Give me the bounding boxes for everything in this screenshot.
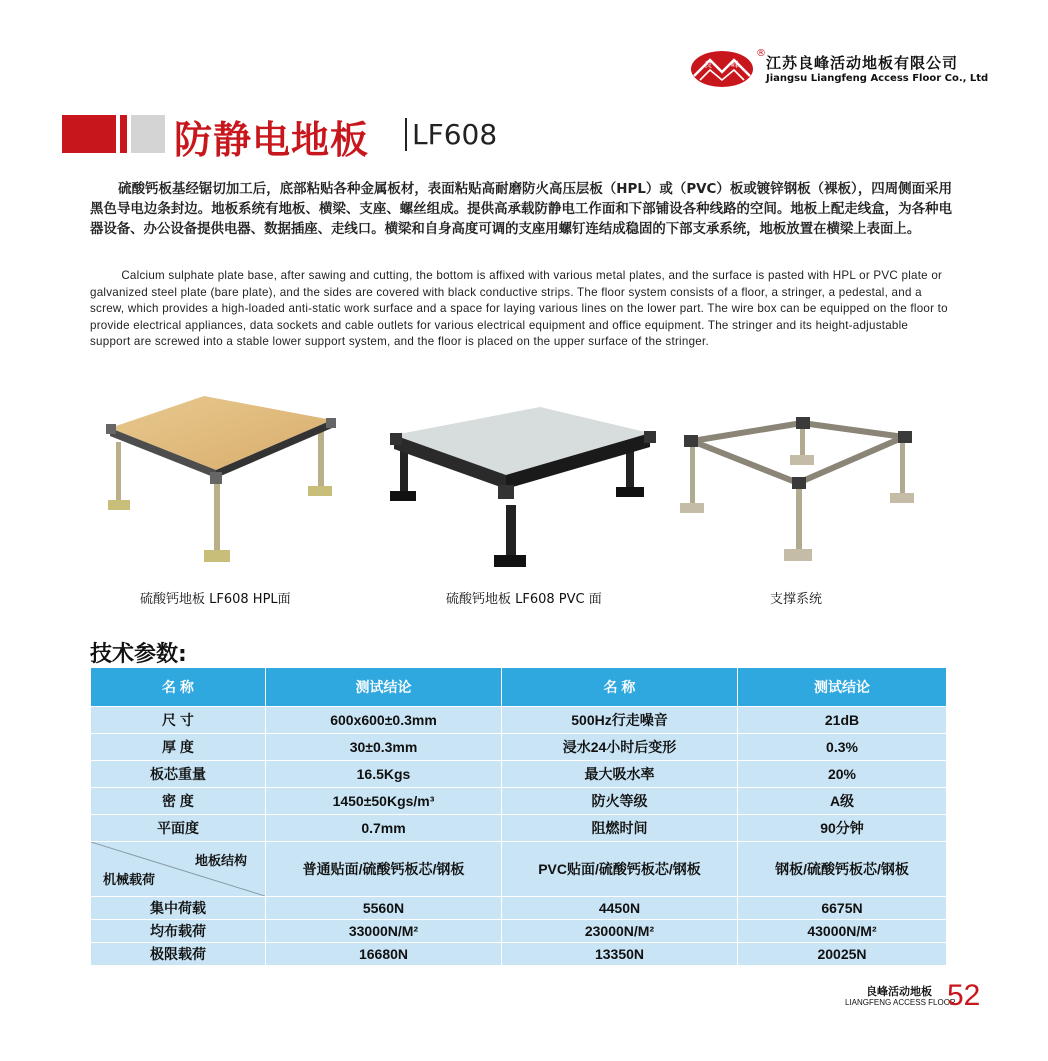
load-cell: 4450N <box>502 897 738 920</box>
spec-cell: 密 度 <box>91 788 266 815</box>
spec-cell: 浸水24小时后变形 <box>502 734 738 761</box>
mechanical-load-label: 机械载荷 <box>103 872 156 887</box>
spec-cell: 20% <box>738 761 947 788</box>
pvc-floor-panel-image <box>380 405 670 575</box>
table-row <box>91 920 947 943</box>
spec-table <box>90 667 947 966</box>
load-cell: 43000N/M² <box>738 920 947 943</box>
caption-pvc: 硫酸钙地板 LF608 PVC 面 <box>446 592 602 607</box>
section-title-specs: 技术参数: <box>90 642 187 667</box>
title-grey-block <box>131 115 165 153</box>
spec-cell: 阻燃时间 <box>502 815 738 842</box>
structure-cell: 钢板/硫酸钙板芯/钢板 <box>738 842 947 897</box>
load-cell: 极限载荷 <box>91 943 266 966</box>
page-number: 52 <box>947 979 981 1012</box>
load-cell: 6675N <box>738 897 947 920</box>
registered-mark: ® <box>756 48 766 59</box>
liangfeng-logo-icon <box>690 50 754 88</box>
load-diagonal-header <box>91 842 266 897</box>
company-logo <box>690 48 990 92</box>
company-name-cn: 江苏良峰活动地板有限公司 <box>766 54 959 72</box>
hpl-floor-panel-image <box>96 392 346 572</box>
table-row <box>91 761 947 788</box>
caption-hpl: 硫酸钙地板 LF608 HPL面 <box>140 592 291 607</box>
title-red-block <box>62 115 116 153</box>
spec-header-row <box>91 668 947 707</box>
load-cell: 集中荷载 <box>91 897 266 920</box>
description-cn: 硫酸钙板基经锯切加工后，底部粘贴各种金属板材，表面粘贴高耐磨防火高压层板（HPL）或（PVC）板或镀锌钢板（裸板），四周侧面采用黑色导电边条封边。地板系统有地板、横梁、支座、螺丝组成。提供高承载防静电工作面和下部铺设各种线路的空间。地板上配走线盒，为各种电器设备、办公设备提供电器、数据插座、走线口。横梁和自身高度可调的支座用螺钉连结成稳固的下部支承系统，地板放置在横梁上表面上。 <box>90 182 952 237</box>
page-title: 防静电地板 <box>174 118 370 162</box>
spec-cell: 600x600±0.3mm <box>266 707 502 734</box>
load-cell: 23000N/M² <box>502 920 738 943</box>
spec-cell: A级 <box>738 788 947 815</box>
spec-cell: 尺 寸 <box>91 707 266 734</box>
load-cell: 13350N <box>502 943 738 966</box>
load-cell: 16680N <box>266 943 502 966</box>
spec-cell: 500Hz行走噪音 <box>502 707 738 734</box>
load-cell: 20025N <box>738 943 947 966</box>
load-cell: 均布载荷 <box>91 920 266 943</box>
table-row <box>91 943 947 966</box>
title-red-bar <box>120 115 127 153</box>
table-row <box>91 897 947 920</box>
footer-brand-cn: 良峰活动地板 <box>866 985 932 998</box>
description-en: Calcium sulphate plate base, after sawing and cutting, the bottom is affixed with various metal plates, and the surface is pasted with HPL or PVC plate or galvanized steel plate (bare plate), and the sides are covered with black conductive strips. The floor system consists of a floor, a stringer, a pedestal, and a screw, which provides a high-loaded anti-static work surface and a space for laying various lines on the lower part. The wire box can be equipped on the floor to provide electrical appliances, data sockets and cable outlets for various electrical equipment and office equipment. The stringer and its height-adjustable support are screwed into a stable lower support system, and the floor is placed on the upper surface of the stringer. <box>90 269 948 349</box>
spec-cell: 平面度 <box>91 815 266 842</box>
load-header-row <box>91 842 947 897</box>
header-name-2: 名 称 <box>502 668 738 707</box>
logo-char-1: 良 <box>704 60 712 69</box>
company-name-en: Jiangsu Liangfeng Access Floor Co., Ltd <box>766 73 989 84</box>
footer-brand-en: LIANGFENG ACCESS FLOOR <box>845 998 956 1007</box>
load-cell: 5560N <box>266 897 502 920</box>
spec-cell: 21dB <box>738 707 947 734</box>
support-system-image <box>678 415 923 575</box>
table-row <box>91 788 947 815</box>
spec-cell: 厚 度 <box>91 734 266 761</box>
spec-cell: 90分钟 <box>738 815 947 842</box>
spec-cell: 0.7mm <box>266 815 502 842</box>
title-divider <box>405 118 407 151</box>
table-row <box>91 707 947 734</box>
header-name-1: 名 称 <box>91 668 266 707</box>
product-model: LF608 <box>412 118 498 151</box>
spec-cell: 16.5Kgs <box>266 761 502 788</box>
spec-cell: 防火等级 <box>502 788 738 815</box>
table-row <box>91 734 947 761</box>
structure-cell: PVC贴面/硫酸钙板芯/钢板 <box>502 842 738 897</box>
floor-structure-label: 地板结构 <box>194 853 247 868</box>
spec-cell: 30±0.3mm <box>266 734 502 761</box>
caption-support: 支撑系统 <box>770 592 823 607</box>
table-row <box>91 815 947 842</box>
load-cell: 33000N/M² <box>266 920 502 943</box>
logo-char-2: 峰 <box>731 60 739 69</box>
spec-cell: 0.3% <box>738 734 947 761</box>
spec-cell: 1450±50Kgs/m³ <box>266 788 502 815</box>
header-result-1: 测试结论 <box>266 668 502 707</box>
spec-cell: 最大吸水率 <box>502 761 738 788</box>
structure-cell: 普通贴面/硫酸钙板芯/钢板 <box>266 842 502 897</box>
spec-cell: 板芯重量 <box>91 761 266 788</box>
header-result-2: 测试结论 <box>738 668 947 707</box>
